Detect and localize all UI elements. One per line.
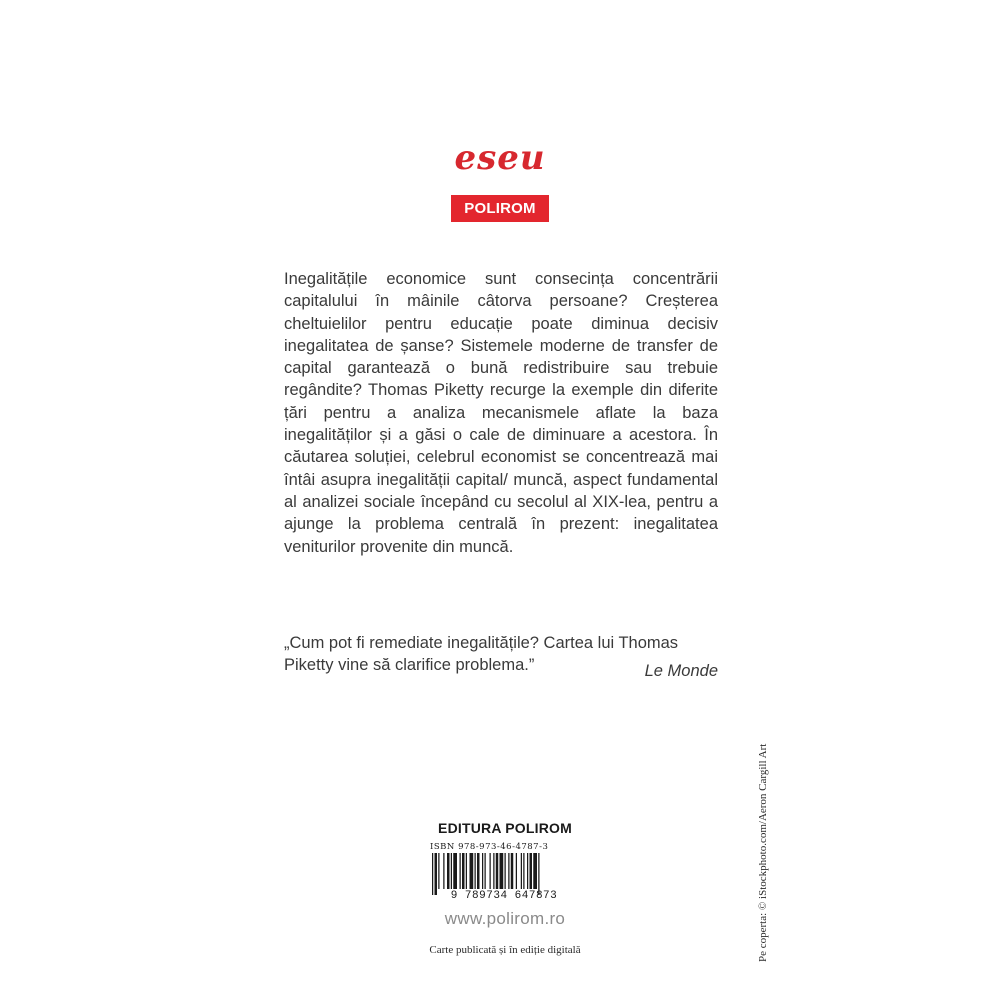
cover-photo-credit: Pe coperta: © iStockphoto.com/Aeron Cargill Art [757, 743, 769, 962]
barcode-digits: 9 789734 647873 [450, 890, 558, 902]
quote-source: Le Monde [644, 662, 718, 680]
publisher-website: www.polirom.ro [444, 909, 566, 928]
isbn-label: ISBN 978-973-46-4787-3 [430, 842, 549, 852]
press-quote: „Cum pot fi remediate inegalitățile? Cartea lui Thomas Piketty vine să clarifice problema.” [284, 634, 679, 675]
digital-edition-note: Carte publicată și în ediție digitală [429, 944, 581, 956]
publisher-badge: POLIROM [451, 195, 549, 222]
publisher-name: EDITURA POLIROM [438, 820, 572, 836]
blurb-text: Inegalitățile economice sunt consecința concentrării capitalului în mâinile câtorva persoane? Creșterea cheltuielilor pentru educație poate diminua decisiv inegalitatea de șanse? Sistemele moderne de transfer de capital garantează o bună redistribuire sau trebuie regândite? Thomas Piketty recurge la exemple din diferite țări pentru a analiza mecanismele aflate la baza inegalităților și a găsi o cale de diminuare a acestora. În căutarea soluției, celebrul economist se concentrează mai întâi asupra inegalității capital/ muncă, aspect fundamental al analizei sociale începând cu secolul al XIX-lea, pentru a ajunge la problema centrală în prezent: inegalitatea veniturilor provenite din muncă. [284, 270, 718, 556]
series-logo: eseu [454, 138, 546, 178]
